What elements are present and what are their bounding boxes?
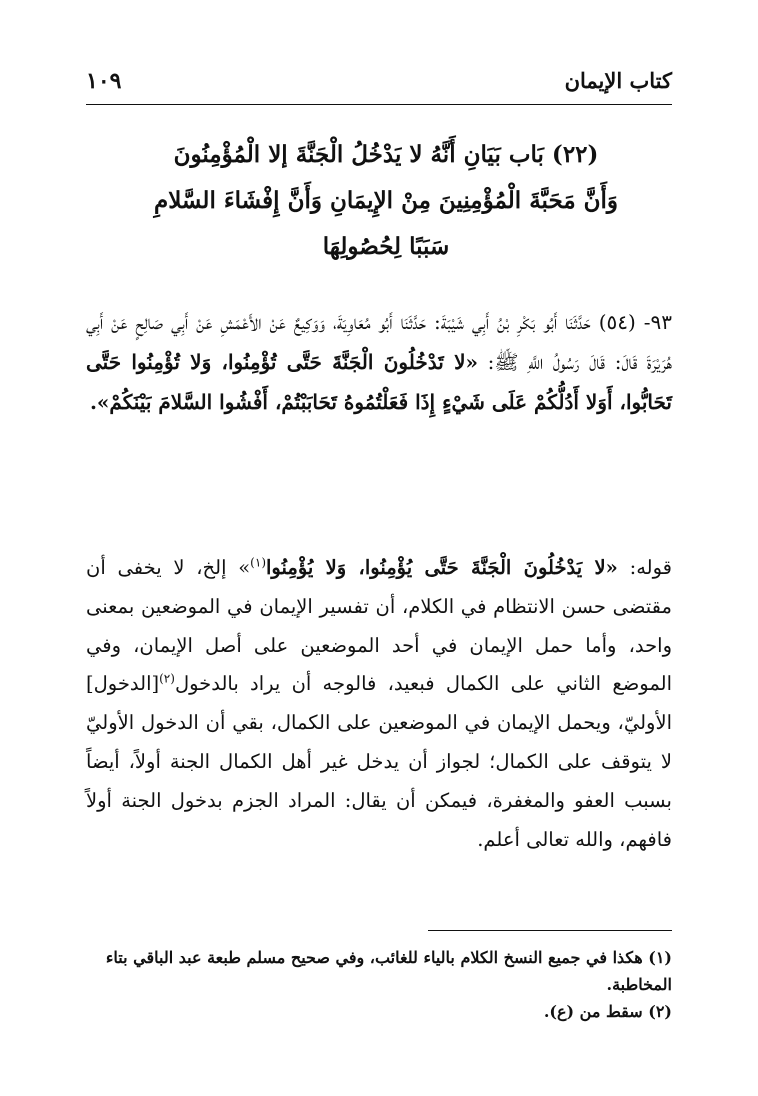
bracketed-insertion: [الدخول] — [86, 672, 160, 696]
commentary-rest: الأوليّ، ويحمل الإيمان في الموضعين على الكمال، بقي أن الدخول الأوليّ لا يتوقف على الكمال؛ لجواز أن يدخل غير أهل الكمال الجنة أولاً، أيضاً بسبب العفو والمغفرة، فيمكن أن يقال: المراد الجزم بدخول الجنة أولاً فافهم، والله تعالى أعلم. — [86, 711, 672, 851]
commentary-quote: «لا يَدْخُلُونَ الْجَنَّةَ حَتَّى يُؤْمِنُوا، وَلا يُؤْمِنُوا — [266, 556, 618, 579]
footnotes — [86, 944, 672, 1025]
hadith-text — [86, 302, 672, 422]
footnote-marker-2: (٢) — [159, 671, 175, 686]
running-header — [86, 64, 672, 105]
chapter-heading-line-1: (٢٢) بَاب بَيَانِ أَنَّهُ لا يَدْخُلُ الْجَنَّةَ إلا الْمُؤْمِنُونَ — [173, 141, 599, 168]
footnote-1: (١) هكذا في جميع النسخ الكلام بالياء للغائب، وفي صحيح مسلم طبعة عبد الباقي بتاء المخاطبة. — [105, 948, 672, 994]
footnote-marker-1: (١) — [250, 555, 266, 570]
chapter-heading-line-2: وَأَنَّ مَحَبَّةَ الْمُؤْمِنِينَ مِنْ الإِيمَانِ وَأَنَّ إِفْشَاءَ السَّلامِ — [153, 187, 619, 214]
hadith-isnad: ٩٣- (٥٤) حَدَّثَنَا أَبُو بَكْرِ بْنُ أَبِي شَيْبَةَ: حَدَّثَنَا أَبُو مُعَاوِيَةَ، وَوَكِيعٌ عَنْ الأَعْمَشِ عَنْ أَبِي صَالِحٍ عَنْ أَبِي هُرَيْرَةَ قَالَ: قَالَ رَسُولُ اللَّهِ ﷺ: — [86, 310, 673, 374]
hadith-matn: «لا تَدْخُلُونَ الْجَنَّةَ حَتَّى تُؤْمِنُوا، وَلا تُؤْمِنُوا حَتَّى تَحَابُّوا، أَوَلا أَدُلُّكُمْ عَلَى شَيْءٍ إِذَا فَعَلْتُمُوهُ تَحَابَبْتُمْ، أَفْشُوا السَّلامَ بَيْنَكُمْ». — [86, 350, 672, 414]
book-title: كتاب الإيمان — [564, 68, 672, 93]
commentary-intro: قوله: — [629, 556, 672, 579]
footnote-2: (٢) سقط من (ع). — [543, 1002, 672, 1021]
chapter-heading-line-3: سَبَبًا لِحُصُولِهَا — [322, 233, 450, 260]
commentary-text — [86, 549, 672, 859]
chapter-heading — [110, 132, 662, 270]
footnote-divider — [428, 930, 672, 931]
commentary-body: » إلخ، لا يخفى أن مقتضى حسن الانتظام في الكلام، أن تفسير الإيمان في الموضعين بمعنى واحد، وأما حمل الإيمان في أحد الموضعين على أصل الإيمان، وفي الموضع الثاني على الكمال فبعيد، فالوجه أن يراد بالدخول — [86, 556, 672, 696]
page-number: ١٠٩ — [86, 68, 122, 94]
